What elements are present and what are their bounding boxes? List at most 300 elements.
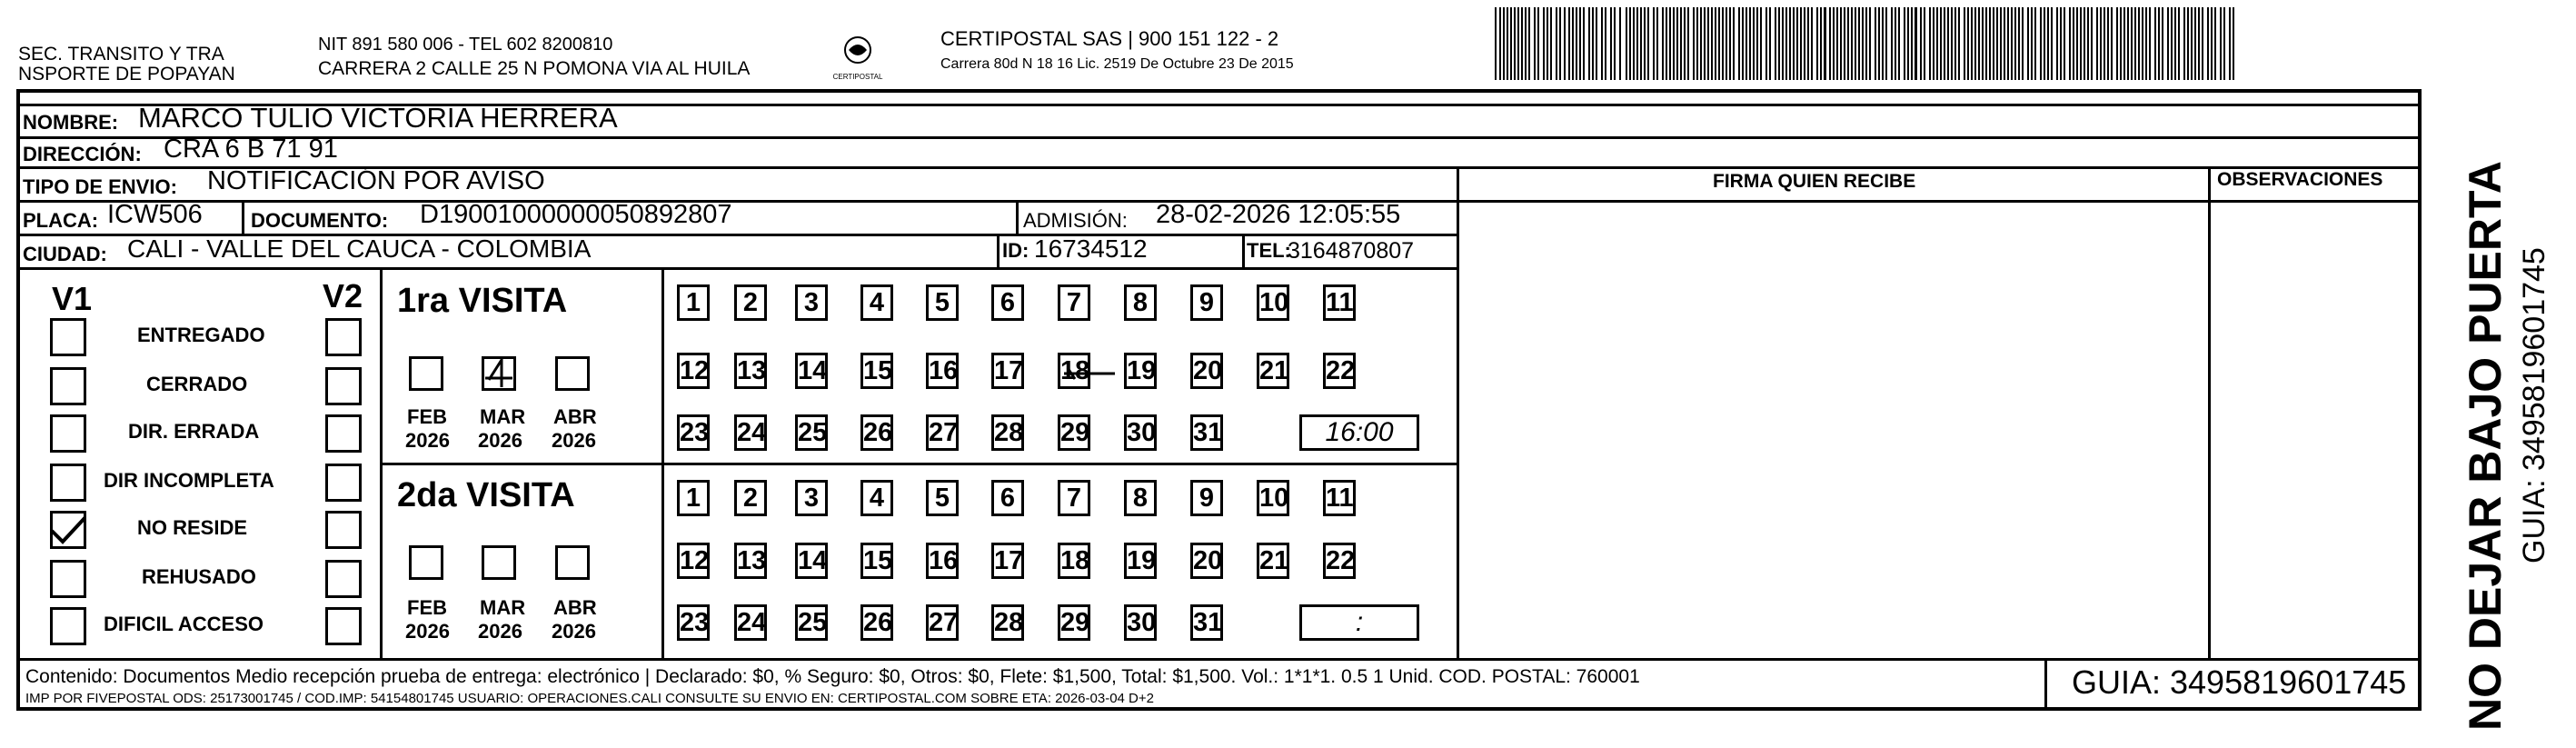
month-checkbox[interactable] — [482, 545, 516, 580]
recipient-address: CRA 6 B 71 91 — [164, 135, 338, 164]
day-box[interactable]: 21 — [1257, 353, 1289, 389]
day-box[interactable]: 31 — [1190, 414, 1223, 451]
barcode-bar — [1568, 7, 1570, 80]
barcode-bar — [1537, 7, 1539, 80]
barcode-bar — [1829, 7, 1831, 80]
barcode-bar — [1507, 7, 1508, 80]
barcode-bar — [1726, 7, 1727, 80]
no-dejar-bajo-puerta: NO DEJAR BAJO PUERTA — [2460, 161, 2511, 731]
barcode-bar — [1528, 7, 1530, 80]
month-checkbox[interactable] — [555, 545, 590, 580]
year-label: 2026 — [478, 429, 522, 452]
barcode-bar — [1653, 7, 1655, 80]
day-box[interactable]: 10 — [1257, 284, 1289, 321]
documento-label: DOCUMENTO: — [251, 209, 389, 232]
barcode-bar — [1836, 7, 1838, 80]
barcode-bar — [1559, 7, 1561, 80]
barcode-bar — [2142, 7, 2143, 80]
footer-guia: GUIA: 3495819601745 — [2072, 663, 2407, 701]
status-label: DIR INCOMPLETA — [104, 469, 274, 492]
barcode-bar — [1944, 7, 1945, 80]
barcode-bar — [2207, 7, 2209, 80]
barcode-bar — [1915, 7, 1917, 80]
documento: D19001000000050892807 — [420, 200, 732, 229]
barcode-bar — [1619, 7, 1621, 80]
day-box[interactable]: 13 — [734, 543, 767, 579]
year-label: 2026 — [478, 620, 522, 643]
day-box[interactable]: 17 — [991, 543, 1024, 579]
day-box[interactable]: 19 — [1124, 353, 1157, 389]
time-box[interactable]: : — [1299, 604, 1419, 641]
barcode-bar — [1746, 7, 1747, 80]
day-box[interactable]: 16 — [926, 543, 959, 579]
barcode-bar — [1978, 7, 1980, 80]
day-box[interactable]: 29 — [1058, 604, 1090, 641]
barcode-bar — [2120, 7, 2122, 80]
barcode-bar — [1583, 7, 1585, 80]
barcode-bar — [2229, 7, 2231, 80]
barcode-bar — [1951, 7, 1953, 80]
firma-header: FIRMA QUIEN RECIBE — [1713, 171, 1916, 192]
v2-header: V2 — [323, 277, 363, 314]
year-label: 2026 — [405, 620, 450, 643]
v1-checkbox[interactable] — [50, 414, 86, 453]
barcode-bar — [2158, 7, 2160, 80]
barcode-bar — [2127, 7, 2129, 80]
barcode-bar — [1576, 7, 1577, 80]
tel-label: TEL: — [1247, 239, 1291, 262]
day-box[interactable]: 4 — [860, 284, 893, 321]
day-box[interactable]: 14 — [795, 353, 828, 389]
month-label: MAR — [480, 405, 526, 428]
barcode-bar — [1738, 7, 1740, 80]
day-box[interactable]: 14 — [795, 543, 828, 579]
barcode-bar — [2131, 7, 2133, 80]
barcode-bar — [1656, 7, 1658, 80]
barcode-bar — [2154, 7, 2156, 80]
status-label: NO RESIDE — [137, 516, 248, 539]
day-box[interactable]: 1 — [677, 480, 710, 516]
barcode-bar — [1525, 7, 1527, 80]
barcode-bar — [2233, 7, 2234, 80]
barcode-bar — [1993, 7, 1994, 80]
day-box[interactable]: 3 — [795, 284, 828, 321]
barcode-bar — [2191, 7, 2193, 80]
barcode-bar — [1820, 7, 1822, 80]
barcode-bar — [1885, 7, 1887, 80]
barcode-bar — [1865, 7, 1867, 80]
status-label: DIFICIL ACCESO — [104, 613, 264, 635]
barcode-bar — [1633, 7, 1635, 80]
barcode-bar — [1807, 7, 1809, 80]
day-box[interactable]: 24 — [734, 414, 767, 451]
barcode-bar — [1636, 7, 1638, 80]
barcode-bar — [1684, 7, 1686, 80]
barcode-bar — [2149, 7, 2151, 80]
barcode-bar — [1666, 7, 1667, 80]
barcode-bar — [1947, 7, 1949, 80]
tipo-envio-label: TIPO DE ENVIO: — [23, 175, 177, 198]
day-box[interactable]: 18 — [1058, 543, 1090, 579]
barcode-bar — [2171, 7, 2173, 80]
barcode-bar — [1696, 7, 1698, 80]
day-box[interactable]: 27 — [926, 414, 959, 451]
nombre-label: NOMBRE: — [23, 111, 119, 134]
barcode-bar — [1626, 7, 1627, 80]
month-label: ABR — [553, 596, 597, 619]
barcode-bar — [1669, 7, 1671, 80]
barcode-bar — [1904, 7, 1905, 80]
barcode-bar — [1967, 7, 1969, 80]
day-box[interactable]: 12 — [677, 543, 710, 579]
sender-address: CARRERA 2 CALLE 25 N POMONA VIA AL HUILA — [318, 58, 751, 79]
sender-nit: NIT 891 580 006 - TEL 602 8200810 — [318, 35, 613, 55]
day-box[interactable]: 29 — [1058, 414, 1090, 451]
day-box[interactable]: 8 — [1124, 284, 1157, 321]
barcode-bar — [1749, 7, 1751, 80]
month-checkbox[interactable] — [409, 545, 443, 580]
barcode-bar — [1816, 7, 1818, 80]
day-box[interactable]: 15 — [860, 353, 893, 389]
day-box[interactable]: 26 — [860, 414, 893, 451]
barcode-bar — [1974, 7, 1976, 80]
barcode-bar — [2198, 7, 2200, 80]
barcode-bar — [1782, 7, 1784, 80]
month-label: FEB — [407, 405, 447, 428]
admision-label: ADMISIÓN: — [1023, 209, 1128, 232]
barcode-bar — [1592, 7, 1594, 80]
day-box[interactable]: 30 — [1124, 604, 1157, 641]
month-label: ABR — [553, 405, 597, 428]
day-box[interactable]: 25 — [795, 414, 828, 451]
id-value: 16734512 — [1034, 234, 1148, 263]
barcode-bar — [2138, 7, 2140, 80]
status-label: DIR. ERRADA — [128, 420, 260, 443]
day-box[interactable]: 9 — [1190, 284, 1223, 321]
day-box[interactable]: 3 — [795, 480, 828, 516]
barcode-bar — [2202, 7, 2203, 80]
barcode-bar — [1785, 7, 1787, 80]
day-box[interactable]: 19 — [1124, 543, 1157, 579]
day-box[interactable]: 23 — [677, 604, 710, 641]
status-label: ENTREGADO — [137, 324, 265, 346]
barcode-bar — [2145, 7, 2147, 80]
barcode-bar — [2111, 7, 2113, 80]
day-box[interactable]: 9 — [1190, 480, 1223, 516]
barcode-bar — [1875, 7, 1876, 80]
courier-name: CERTIPOSTAL SAS | 900 151 122 - 2 — [940, 27, 1279, 50]
barcode-bar — [2011, 7, 2013, 80]
barcode-bar — [1610, 7, 1612, 80]
barcode-bar — [1499, 7, 1501, 80]
year-label: 2026 — [405, 429, 450, 452]
day-box[interactable]: 2 — [734, 284, 767, 321]
barcode-bar — [1742, 7, 1744, 80]
day-box[interactable] — [1058, 353, 1090, 389]
barcode-bar — [1824, 7, 1826, 80]
barcode-bar — [1543, 7, 1545, 80]
barcode-bar — [1588, 7, 1590, 80]
barcode-bar — [1793, 7, 1795, 80]
barcode-bar — [2194, 7, 2196, 80]
barcode-bar — [1711, 7, 1713, 80]
barcode-bar — [1640, 7, 1642, 80]
v1-checkbox[interactable] — [50, 607, 86, 645]
barcode-bar — [2034, 7, 2036, 80]
sender-name-line2: NSPORTE DE POPAYAN — [18, 64, 235, 85]
barcode-bar — [1564, 7, 1566, 80]
v1-checkbox[interactable] — [50, 318, 86, 356]
day-box[interactable]: 17 — [991, 353, 1024, 389]
barcode-bar — [1556, 7, 1557, 80]
barcode-bar — [1844, 7, 1845, 80]
day-box[interactable]: 24 — [734, 604, 767, 641]
barcode-bar — [1855, 7, 1856, 80]
barcode-bar — [1510, 7, 1512, 80]
barcode-bar — [1647, 7, 1649, 80]
day-box[interactable]: 22 — [1323, 543, 1356, 579]
barcode-bar — [1895, 7, 1896, 80]
v1-header: V1 — [52, 280, 93, 317]
ciudad: CALI - VALLE DEL CAUCA - COLOMBIA — [127, 234, 592, 263]
barcode-bar — [2073, 7, 2074, 80]
recipient-name: MARCO TULIO VICTORIA HERRERA — [138, 102, 618, 134]
barcode-bar — [2087, 7, 2089, 80]
status-label: REHUSADO — [142, 565, 256, 588]
day-box[interactable]: 11 — [1323, 284, 1356, 321]
day-box[interactable]: 8 — [1124, 480, 1157, 516]
barcode-bar — [2018, 7, 2020, 80]
barcode-bar — [1715, 7, 1716, 80]
day-box[interactable]: 28 — [991, 604, 1024, 641]
barcode-bar — [1760, 7, 1762, 80]
barcode-bar — [1847, 7, 1849, 80]
day-box[interactable]: 6 — [991, 480, 1024, 516]
barcode-bar — [1676, 7, 1678, 80]
barcode-bar — [1878, 7, 1880, 80]
barcode-bar — [1940, 7, 1942, 80]
v2-checkbox[interactable] — [325, 464, 362, 502]
barcode-bar — [2214, 7, 2216, 80]
barcode-bar — [2047, 7, 2049, 80]
barcode-bar — [2031, 7, 2033, 80]
barcode-bar — [1911, 7, 1913, 80]
barcode-bar — [2107, 7, 2109, 80]
footer-print-line: IMP POR FIVEPOSTAL ODS: 25173001745 / COD.IMP: 54154801745 USUARIO: OPERACIONES.CALI CONSULTE SU ENVIO EN: CERTIPOSTAL.COM SOBRE ETA: 2026-03-04 D+2 — [25, 691, 1154, 706]
barcode-bar — [1954, 7, 1956, 80]
footer-content-line: Contenido: Documentos Medio recepción prueba de entrega: electrónico | Declarado: $0, % Seguro: $0, Otros: $0, Flete: $1,500, Total: $1,500. Vol.: 1*1*1. 0.5 1 Unid. COD. POSTAL: 760001 — [25, 666, 1640, 687]
status-label: CERRADO — [146, 373, 248, 395]
barcode-bar — [1753, 7, 1755, 80]
barcode-bar — [1924, 7, 1925, 80]
barcode-bar — [2123, 7, 2125, 80]
barcode-bar — [1534, 7, 1536, 80]
year-label: 2026 — [552, 620, 596, 643]
v2-checkbox[interactable] — [325, 414, 362, 453]
barcode-bar — [1778, 7, 1780, 80]
barcode-bar — [2134, 7, 2136, 80]
barcode-bar — [1858, 7, 1860, 80]
day-box[interactable]: 27 — [926, 604, 959, 641]
barcode-bar — [2044, 7, 2045, 80]
month-checkbox[interactable] — [482, 356, 516, 391]
barcode-bar — [2060, 7, 2062, 80]
barcode-bar — [1789, 7, 1791, 80]
day-box[interactable]: 28 — [991, 414, 1024, 451]
barcode-bar — [1503, 7, 1505, 80]
barcode-bar — [2056, 7, 2058, 80]
v1-checkbox[interactable] — [50, 464, 86, 502]
barcode-bar — [2091, 7, 2093, 80]
day-box[interactable]: 11 — [1323, 480, 1356, 516]
day-box[interactable]: 20 — [1190, 353, 1223, 389]
barcode-bar — [1547, 7, 1548, 80]
day-box[interactable]: 6 — [991, 284, 1024, 321]
barcode-bar — [2000, 7, 2002, 80]
day-box[interactable]: 7 — [1058, 480, 1090, 516]
barcode-bar — [1704, 7, 1706, 80]
barcode-bar — [1840, 7, 1842, 80]
v2-checkbox[interactable] — [325, 560, 362, 598]
day-box[interactable]: 7 — [1058, 284, 1090, 321]
barcode-bar — [1958, 7, 1960, 80]
time-box[interactable]: 16:00 — [1299, 414, 1419, 451]
day-box[interactable]: 4 — [860, 480, 893, 516]
tipo-envio: NOTIFICACIÓN POR AVISO — [207, 166, 545, 195]
day-number: 18 — [1060, 356, 1090, 385]
v2-checkbox[interactable] — [325, 511, 362, 549]
barcode-bar — [2064, 7, 2065, 80]
barcode-bar — [2084, 7, 2085, 80]
barcode-bar — [1982, 7, 1984, 80]
day-box[interactable]: 22 — [1323, 353, 1356, 389]
barcode-bar — [1729, 7, 1731, 80]
barcode-bar — [1680, 7, 1682, 80]
barcode-bar — [1495, 7, 1497, 80]
sender-name-line1: SEC. TRANSITO Y TRA — [18, 44, 224, 65]
barcode-bar — [2220, 7, 2222, 80]
v1-checkbox[interactable] — [50, 560, 86, 598]
barcode-bar — [1579, 7, 1581, 80]
v2-checkbox[interactable] — [325, 318, 362, 356]
barcode-bar — [1851, 7, 1853, 80]
day-box[interactable]: 1 — [677, 284, 710, 321]
barcode-bar — [1985, 7, 1987, 80]
day-box[interactable]: 25 — [795, 604, 828, 641]
v1-checkbox[interactable] — [50, 511, 86, 549]
svg-text:CERTIPOSTAL: CERTIPOSTAL — [832, 73, 883, 81]
tel-value: 3164870807 — [1288, 238, 1415, 264]
barcode-bar — [1891, 7, 1893, 80]
visit1-title: 1ra VISITA — [397, 282, 568, 320]
day-box[interactable]: 26 — [860, 604, 893, 641]
barcode-bar — [1700, 7, 1702, 80]
barcode-bar — [1601, 7, 1603, 80]
month-checkbox[interactable] — [409, 356, 443, 391]
placa-label: PLACA: — [23, 209, 99, 232]
barcode-bar — [2187, 7, 2189, 80]
day-box[interactable]: 21 — [1257, 543, 1289, 579]
barcode-bar — [1769, 7, 1771, 80]
barcode-bar — [1907, 7, 1909, 80]
barcode-bar — [2004, 7, 2005, 80]
month-label: MAR — [480, 596, 526, 619]
barcode-bar — [2174, 7, 2176, 80]
barcode-bar — [1811, 7, 1813, 80]
v2-checkbox[interactable] — [325, 367, 362, 405]
barcode-bar — [2051, 7, 2053, 80]
day-box[interactable]: 2 — [734, 480, 767, 516]
day-box[interactable]: 5 — [926, 284, 959, 321]
barcode-bar — [1862, 7, 1864, 80]
barcode-bar — [2104, 7, 2105, 80]
barcode-bar — [1572, 7, 1574, 80]
barcode-bar — [1756, 7, 1758, 80]
barcode-bar — [1521, 7, 1523, 80]
barcode-bar — [1920, 7, 1922, 80]
barcode-bar — [2080, 7, 2082, 80]
day-box[interactable]: 16 — [926, 353, 959, 389]
barcode-bar — [2100, 7, 2102, 80]
ciudad-label: CIUDAD: — [23, 243, 107, 265]
v2-checkbox[interactable] — [325, 607, 362, 645]
visit2-title: 2da VISITA — [397, 476, 575, 514]
day-box[interactable]: 10 — [1257, 480, 1289, 516]
day-box[interactable]: 30 — [1124, 414, 1157, 451]
day-box[interactable]: 23 — [677, 414, 710, 451]
barcode-bar — [1550, 7, 1552, 80]
barcode-bar — [1964, 7, 1965, 80]
barcode-bar — [2027, 7, 2029, 80]
courier-license: Carrera 80d N 18 16 Lic. 2519 De Octubre 23 De 2015 — [940, 56, 1294, 72]
barcode-bar — [1673, 7, 1675, 80]
barcode-bar — [1644, 7, 1646, 80]
month-label: FEB — [407, 596, 447, 619]
admision: 28-02-2026 12:05:55 — [1156, 200, 1401, 229]
barcode-bar — [1796, 7, 1798, 80]
barcode-bar — [1898, 7, 1900, 80]
barcode-bar — [1718, 7, 1720, 80]
day-box[interactable]: 5 — [926, 480, 959, 516]
barcode-bar — [2223, 7, 2225, 80]
v1-checkbox[interactable] — [50, 367, 86, 405]
barcode-bar — [1733, 7, 1735, 80]
month-checkbox[interactable] — [555, 356, 590, 391]
side-guia: GUIA: 3495819601745 — [2517, 247, 2551, 563]
day-box[interactable]: 12 — [677, 353, 710, 389]
barcode-bar — [2116, 7, 2118, 80]
barcode-bar — [1800, 7, 1802, 80]
day-box[interactable]: 20 — [1190, 543, 1223, 579]
barcode-bar — [2178, 7, 2180, 80]
barcode-bar — [1936, 7, 1938, 80]
barcode-bar — [2096, 7, 2098, 80]
certipostal-logo — [829, 32, 887, 85]
placa: ICW506 — [107, 200, 203, 229]
barcode-bar — [1662, 7, 1664, 80]
barcode-bar — [1596, 7, 1597, 80]
barcode-bar — [1687, 7, 1689, 80]
day-box[interactable]: 31 — [1190, 604, 1223, 641]
barcode-bar — [1517, 7, 1519, 80]
barcode-bar — [1929, 7, 1931, 80]
barcode-bar — [1804, 7, 1805, 80]
barcode-bar — [1707, 7, 1709, 80]
day-box[interactable]: 13 — [734, 353, 767, 389]
barcode-bar — [2183, 7, 2185, 80]
day-box[interactable]: 15 — [860, 543, 893, 579]
barcode-bar — [2076, 7, 2078, 80]
